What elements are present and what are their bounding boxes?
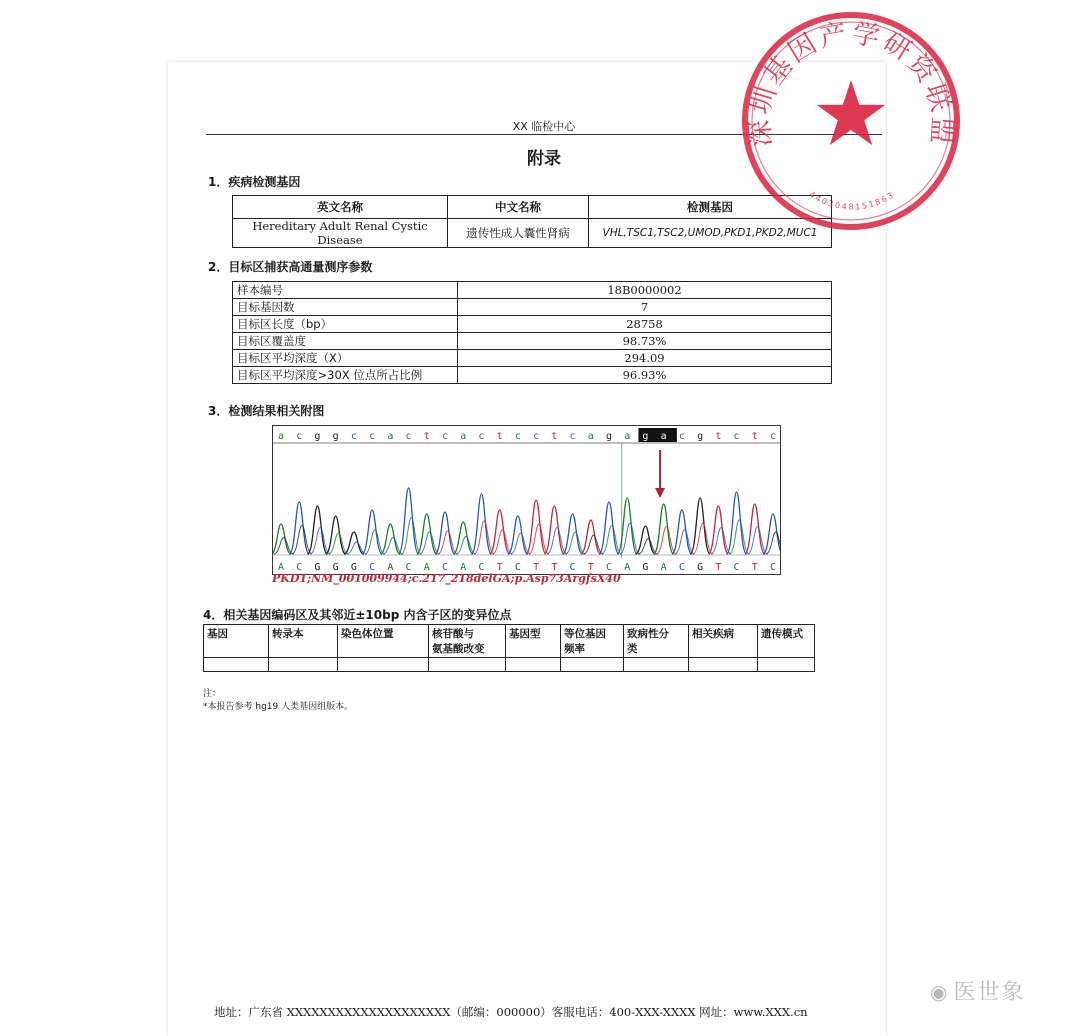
peak: [654, 504, 674, 554]
top-base: g: [332, 431, 339, 442]
top-base: c: [405, 431, 412, 442]
page-title: 附录: [527, 149, 561, 169]
top-base: a: [460, 431, 467, 442]
star-icon: [817, 80, 885, 145]
bottom-base: G: [314, 562, 321, 573]
top-base: c: [296, 431, 303, 442]
param-value: 7: [458, 299, 832, 316]
watermark: [930, 975, 1025, 1006]
top-base: t: [751, 431, 758, 442]
peak: [417, 514, 437, 554]
cell-genes: VHL,TSC1,TSC2,UMOD,PKD1,PKD2,MUC1: [589, 219, 832, 248]
col-transcript: 转录本: [269, 625, 338, 658]
top-base: a: [660, 431, 667, 442]
top-base: c: [369, 431, 376, 442]
top-base: t: [496, 431, 503, 442]
bottom-base: C: [678, 562, 685, 573]
table-row: [233, 282, 832, 299]
param-label: 目标区覆盖度: [233, 333, 458, 350]
bottom-base: C: [405, 562, 412, 573]
param-label: 目标基因数: [233, 299, 458, 316]
col-gene: 基因: [204, 625, 269, 658]
peak: [289, 502, 309, 554]
peak: [563, 514, 583, 554]
svg-text:深圳基因产学研资联盟: 深圳基因产学研资联盟: [744, 17, 958, 148]
wechat-icon: ◉: [930, 980, 950, 1004]
bottom-base: C: [569, 562, 576, 573]
top-base: c: [733, 431, 740, 442]
param-value: 294.09: [458, 350, 832, 367]
top-base: c: [678, 431, 685, 442]
bottom-base: C: [369, 562, 376, 573]
bottom-base: G: [642, 562, 649, 573]
variant-table: [203, 624, 815, 672]
table-row: [233, 299, 832, 316]
footer-address: 地址：广东省 XXXXXXXXXXXXXXXXXXXX（邮编：000000）客服电话：400-XXX-XXXX 网址：www.XXX.cn: [214, 1005, 808, 1019]
variant-caption: PKD1;NM_001009944;c.217_218delGA;p.Asp73ArgfsX40: [272, 572, 621, 585]
peak: [362, 510, 382, 554]
peak: [508, 516, 528, 554]
bottom-base: C: [605, 562, 613, 573]
table-row: [233, 316, 832, 333]
bottom-base: C: [733, 562, 740, 573]
top-base: g: [697, 431, 704, 442]
col-chinese-name: 中文名称: [448, 196, 589, 219]
peak: [708, 506, 728, 554]
top-base: c: [569, 431, 576, 442]
bottom-base: C: [478, 562, 485, 573]
bottom-base: T: [551, 562, 558, 573]
top-base: g: [314, 431, 321, 442]
peak: [526, 500, 546, 554]
notes-label: 注：: [203, 689, 222, 699]
peak: [435, 512, 455, 554]
section2-heading: 2．目标区捕获高通量测序参数: [208, 260, 373, 274]
sequencing-params-table: [232, 281, 832, 384]
param-label: 目标区长度（bp）: [233, 316, 458, 333]
bottom-base: T: [533, 562, 540, 573]
bottom-base: T: [751, 562, 758, 573]
peak: [635, 526, 655, 554]
top-base: a: [624, 431, 631, 442]
top-base: a: [277, 431, 285, 442]
peak: [672, 510, 692, 554]
top-base: c: [514, 431, 521, 442]
bottom-base: T: [587, 562, 594, 573]
top-base: g: [642, 431, 649, 442]
cell-chinese-name: 遗传性成人囊性肾病: [448, 219, 589, 248]
col-nucleotide-change: 核苷酸与 氨基酸改变: [429, 625, 506, 658]
peak: [617, 498, 637, 554]
peak: [727, 492, 747, 554]
param-label: 目标区平均深度>30X 位点所占比例: [233, 367, 458, 384]
svg-text:4403048151863: 4403048151863: [807, 189, 897, 212]
param-value: 98.73%: [458, 333, 832, 350]
bottom-base: A: [387, 562, 394, 573]
top-base: t: [715, 431, 722, 442]
cell-english-name: Hereditary Adult Renal Cystic Disease: [233, 219, 448, 248]
param-label: 目标区平均深度（X）: [233, 350, 458, 367]
peak: [380, 524, 400, 554]
top-base: a: [387, 431, 394, 442]
peak: [344, 532, 364, 554]
col-pathogenicity: 致病性分 类: [624, 625, 689, 658]
bottom-base: G: [697, 562, 704, 573]
bottom-base: G: [350, 562, 357, 573]
arrow-head-icon: [655, 488, 665, 498]
col-inheritance: 遗传模式: [758, 625, 815, 658]
col-chrom-position: 染色体位置: [338, 625, 429, 658]
peak: [544, 506, 564, 554]
bottom-base: G: [332, 562, 339, 573]
table-header-row: [204, 625, 815, 658]
bottom-base: C: [769, 562, 777, 573]
top-base: c: [533, 431, 540, 442]
table-row: [233, 333, 832, 350]
table-row: [233, 367, 832, 384]
bottom-base: A: [660, 562, 667, 573]
col-genes: 检测基因: [589, 196, 832, 219]
top-base: t: [551, 431, 558, 442]
table-row: [233, 350, 832, 367]
bottom-base: C: [441, 562, 449, 573]
bottom-base: C: [296, 562, 303, 573]
section1-heading: 1．疾病检测基因: [208, 175, 301, 189]
official-seal: [738, 8, 964, 234]
peak: [453, 522, 473, 554]
notes: [203, 688, 353, 714]
param-value: 28758: [458, 316, 832, 333]
bottom-base: T: [715, 562, 722, 573]
table-row: [204, 658, 815, 672]
bottom-base: A: [277, 562, 285, 573]
peak: [745, 504, 765, 554]
param-value: 96.93%: [458, 367, 832, 384]
peak: [471, 494, 491, 554]
peak: [581, 520, 601, 554]
top-base: g: [605, 431, 613, 442]
peak: [690, 498, 710, 554]
chromatogram-plot: [273, 426, 780, 574]
col-english-name: 英文名称: [233, 196, 448, 219]
top-base: c: [350, 431, 357, 442]
col-related-disease: 相关疾病: [689, 625, 758, 658]
section4-heading: 4．相关基因编码区及其邻近±10bp 内含子区的变异位点: [203, 608, 512, 622]
notes-text: *本报告参考 hg19 人类基因组版本。: [203, 702, 354, 712]
peak: [326, 516, 346, 554]
bottom-base: A: [460, 562, 467, 573]
watermark-text: 医世象: [953, 980, 1026, 1005]
peak: [599, 502, 619, 554]
top-base: c: [478, 431, 485, 442]
top-base: t: [423, 431, 430, 442]
col-allele-freq: 等位基因 频率: [561, 625, 624, 658]
lab-name: XX 临检中心: [512, 120, 576, 133]
top-base: a: [587, 431, 594, 442]
param-value: 18B0000002: [458, 282, 832, 299]
bottom-base: C: [514, 562, 521, 573]
bottom-base: T: [496, 562, 503, 573]
col-genotype: 基因型: [506, 625, 561, 658]
bottom-base: A: [624, 562, 631, 573]
peak: [307, 506, 327, 554]
peak: [399, 488, 419, 554]
sequencing-chromatogram: [272, 425, 781, 575]
section3-heading: 3．检测结果相关附图: [208, 404, 325, 418]
bottom-base: A: [423, 562, 430, 573]
peak: [490, 510, 510, 554]
top-base: c: [769, 431, 777, 442]
top-base: c: [441, 431, 449, 442]
param-label: 样本编号: [233, 282, 458, 299]
